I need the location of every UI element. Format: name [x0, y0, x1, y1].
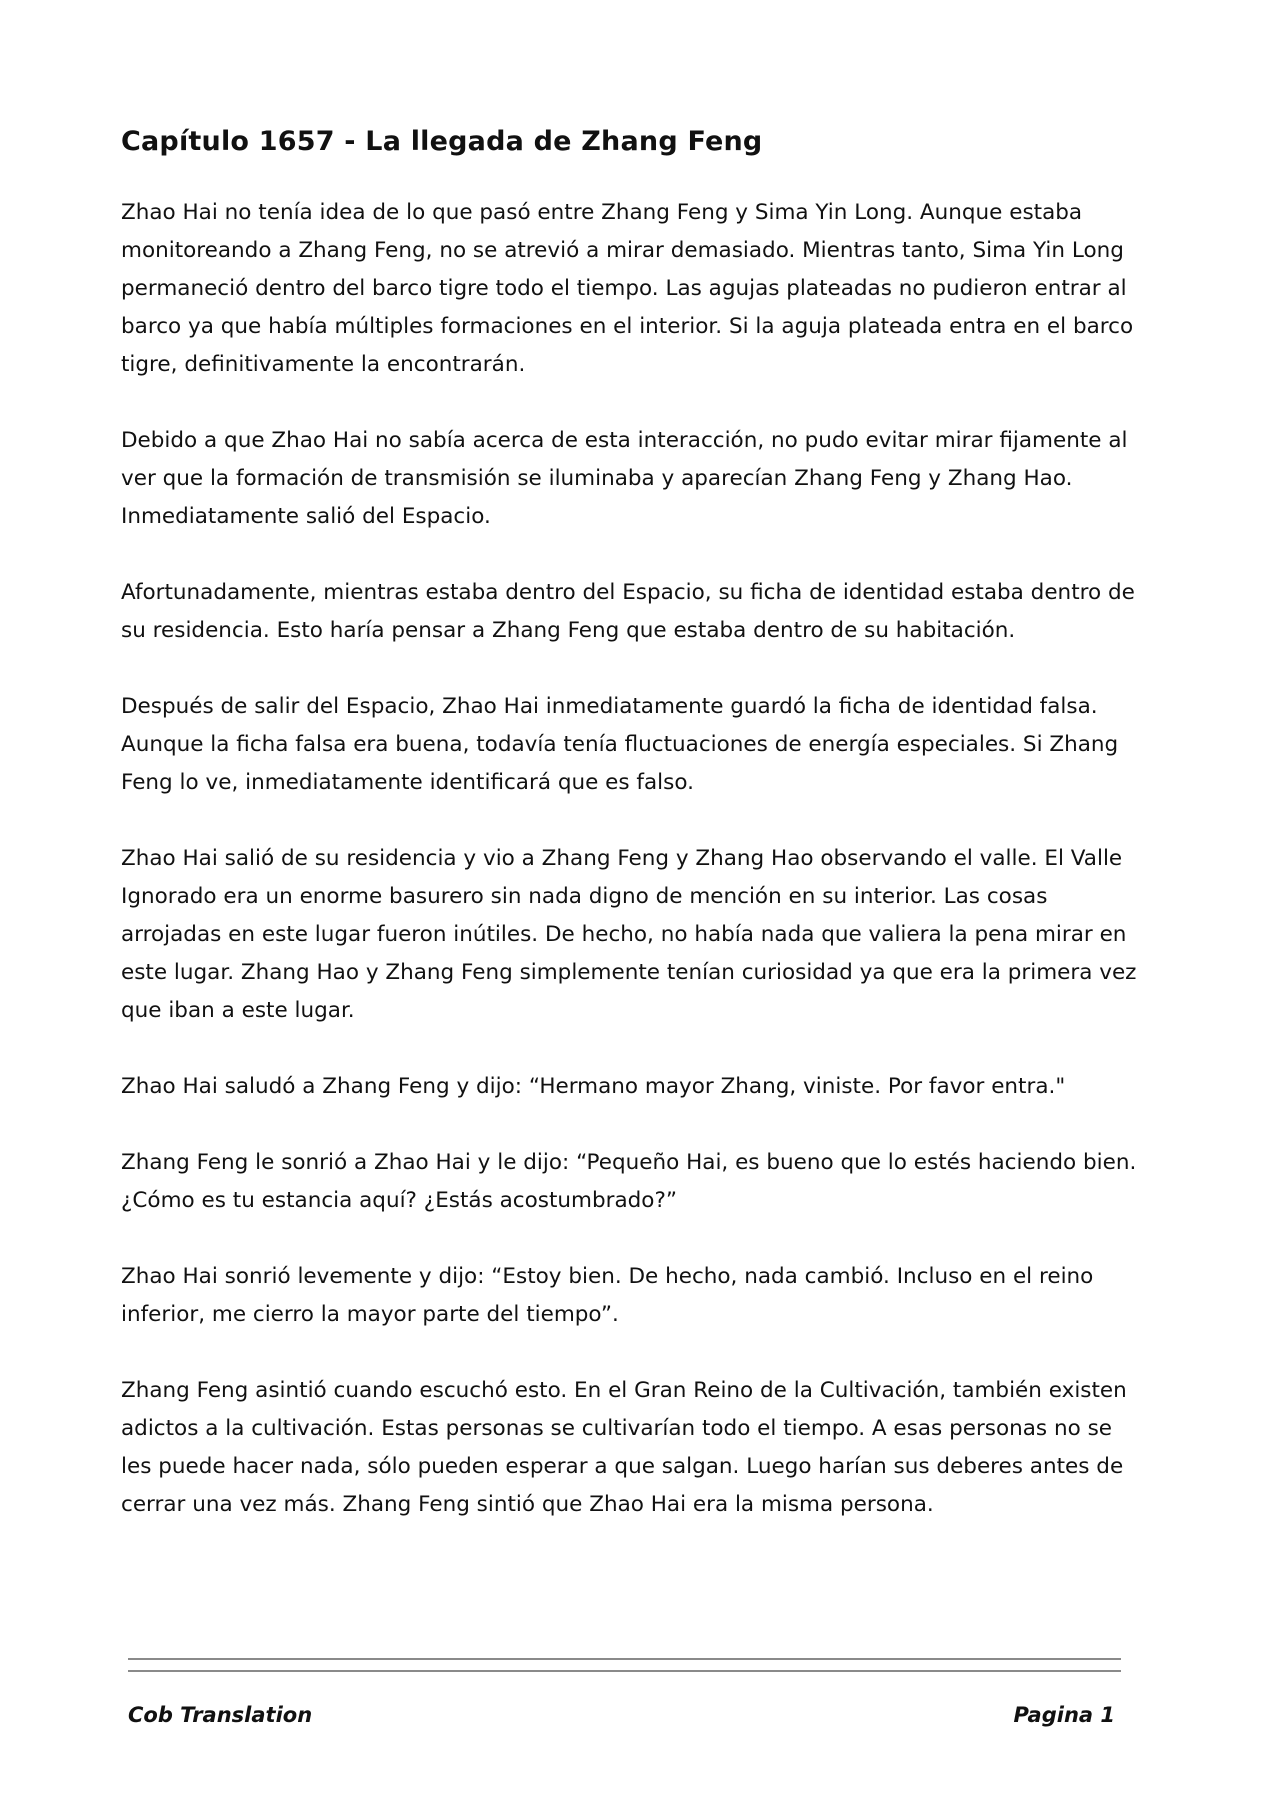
- footer-publisher: Cob Translation: [128, 1703, 313, 1727]
- paragraph: Zhao Hai salió de su residencia y vio a Zhang Feng y Zhang Hao observando el valle. El Valle Ignorado era un enorme basurero sin nada digno de mención en su interior. Las cosas arrojadas en este lugar fueron inútiles. De hecho, no había nada que valiera la pena mirar en este lugar. Zhang Hao y Zhang Feng simplemente tenían curiosidad ya que era la primera vez que iban a este lugar.: [121, 846, 1137, 1023]
- footer-page-number: Pagina 1: [1013, 1703, 1115, 1727]
- paragraph: Zhao Hai no tenía idea de lo que pasó entre Zhang Feng y Sima Yin Long. Aunque estaba monitoreando a Zhang Feng, no se atrevió a mirar demasiado. Mientras tanto, Sima Yin Long permaneció dentro del barco tigre todo el tiempo. Las agujas plateadas no pudieron entrar al barco ya que había múltiples formaciones en el interior. Si la aguja plateada entra en el barco tigre, definitivamente la encontrarán.: [121, 200, 1134, 377]
- document-body: [121, 122, 1141, 1562]
- footer-divider-bottom: [128, 1670, 1121, 1672]
- paragraph: Zhang Feng le sonrió a Zhao Hai y le dijo: “Pequeño Hai, es bueno que lo estés haciendo bien. ¿Cómo es tu estancia aquí? ¿Estás acostumbrado?”: [121, 1150, 1137, 1213]
- footer-divider-top: [128, 1658, 1121, 1660]
- paragraph: Afortunadamente, mientras estaba dentro del Espacio, su ficha de identidad estaba dentro de su residencia. Esto haría pensar a Zhang Feng que estaba dentro de su habitación.: [121, 580, 1135, 643]
- chapter-title: Capítulo 1657 - La llegada de Zhang Feng: [121, 126, 763, 157]
- paragraph: Zhao Hai saludó a Zhang Feng y dijo: “Hermano mayor Zhang, viniste. Por favor entra.": [121, 1074, 1066, 1099]
- paragraph: Después de salir del Espacio, Zhao Hai inmediatamente guardó la ficha de identidad falsa. Aunque la ficha falsa era buena, todavía tenía fluctuaciones de energía especiales. Si Zhang Feng lo ve, inmediatamente identificará que es falso.: [121, 694, 1119, 795]
- paragraph: Zhang Feng asintió cuando escuchó esto. En el Gran Reino de la Cultivación, también existen adictos a la cultivación. Estas personas se cultivarían todo el tiempo. A esas personas no se les puede hacer nada, sólo pueden esperar a que salgan. Luego harían sus deberes antes de cerrar una vez más. Zhang Feng sintió que Zhao Hai era la misma persona.: [121, 1378, 1127, 1517]
- paragraph: Zhao Hai sonrió levemente y dijo: “Estoy bien. De hecho, nada cambió. Incluso en el reino inferior, me cierro la mayor parte del tiempo”.: [121, 1264, 1094, 1327]
- paragraph: Debido a que Zhao Hai no sabía acerca de esta interacción, no pudo evitar mirar fijamente al ver que la formación de transmisión se iluminaba y aparecían Zhang Feng y Zhang Hao. Inmediatamente salió del Espacio.: [121, 428, 1128, 529]
